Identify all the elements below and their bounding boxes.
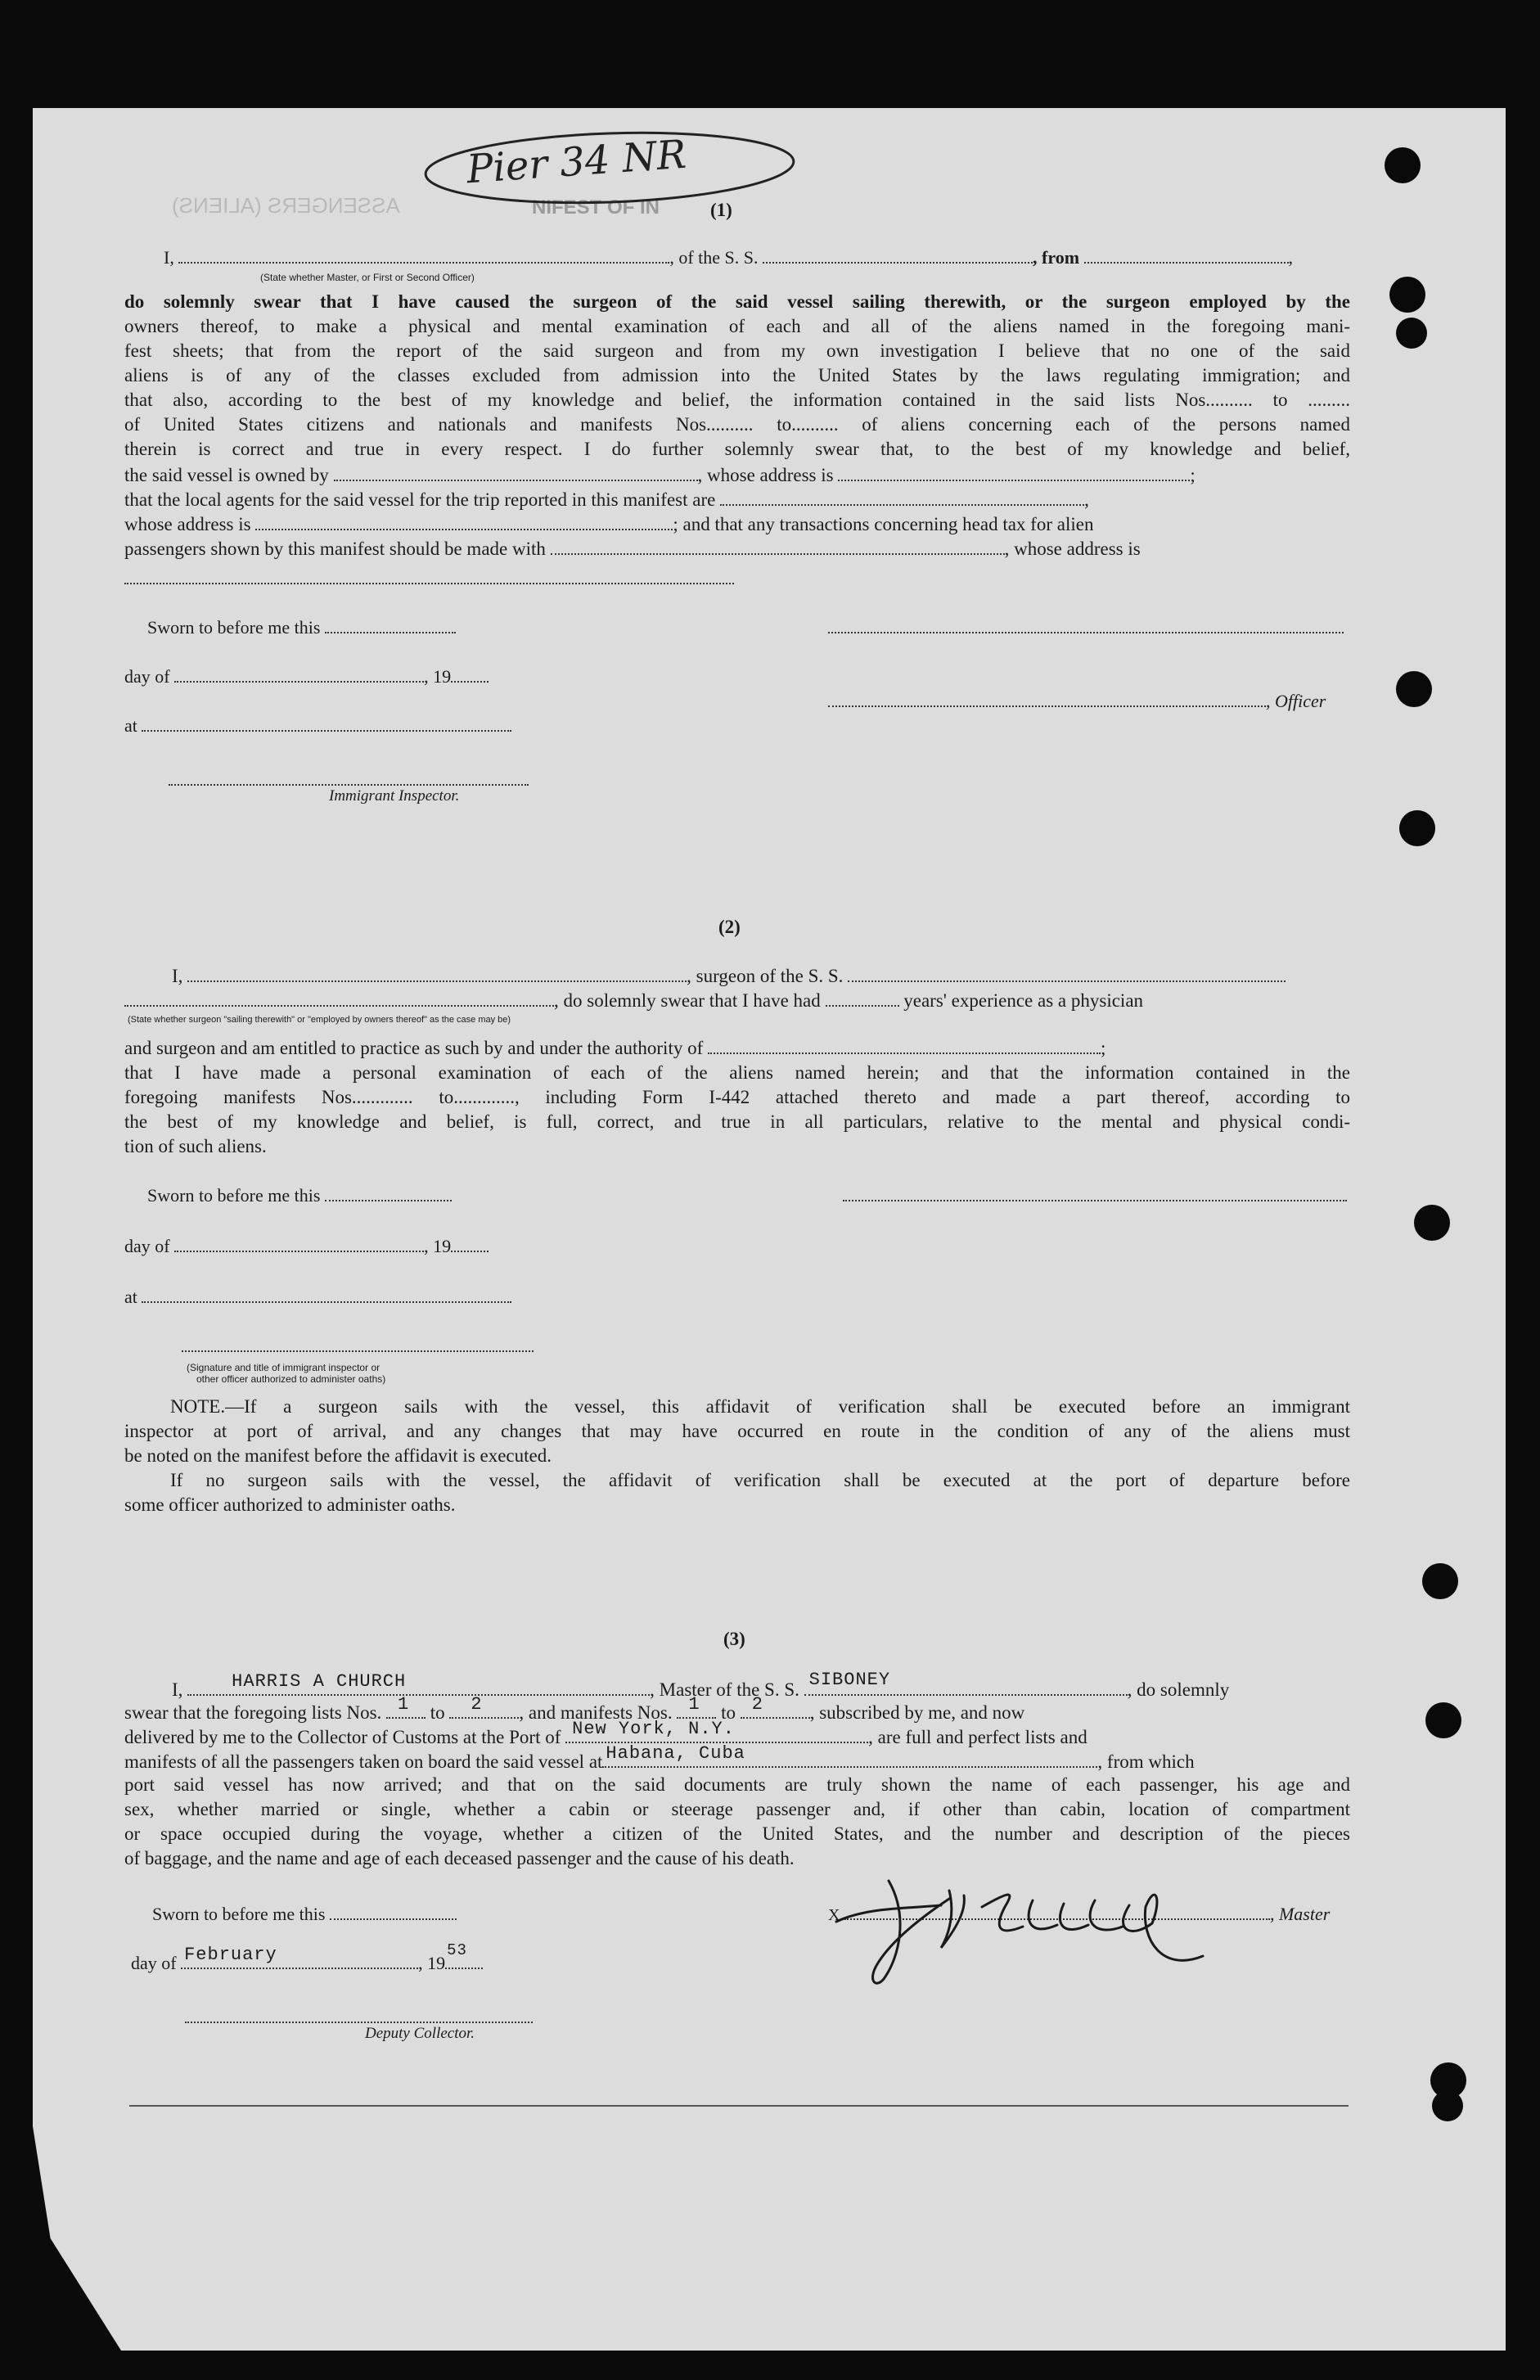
- authority-label: and surgeon and am entitled to practice as such by and under the authority of: [124, 1038, 704, 1058]
- to-label: to: [430, 1702, 445, 1723]
- to-label-2: to: [721, 1702, 736, 1723]
- s2-text-line: that I have made a personal examination of each of the aliens named herein; and that the information contained in the: [124, 1062, 1350, 1083]
- s2-line2: [124, 990, 1143, 1012]
- s1-line1: I, , of the S. S. , from ,: [164, 247, 1294, 268]
- punch-hole: [1425, 1702, 1461, 1738]
- master-signature: [818, 1858, 1244, 1997]
- punch-hole: [1399, 810, 1435, 846]
- s2-at-line: [124, 1287, 511, 1308]
- s1-text-line: aliens is of any of the classes excluded from admission into the United States by the laws regulating immigration; and: [124, 365, 1350, 385]
- punch-hole: [1396, 671, 1432, 707]
- s2-line1: [172, 966, 1286, 987]
- departure-port: Habana, Cuba: [606, 1743, 745, 1764]
- sworn-month: February: [184, 1945, 277, 1965]
- subscribed-text: , subscribed by me, and now: [809, 1702, 1025, 1723]
- lists-to: 2: [471, 1694, 483, 1715]
- full-perfect-text: , are full and perfect lists and: [868, 1727, 1087, 1747]
- s3-sworn-day-field: [330, 1904, 457, 1920]
- s2-day-of-label: day of: [124, 1236, 170, 1256]
- punch-hole: [1414, 1205, 1450, 1241]
- punch-hole: [1422, 1563, 1458, 1599]
- punch-hole: [1385, 147, 1421, 183]
- s2-text-line: the best of my knowledge and belief, is full, correct, and true in all particulars, relative to the mental and physical condi-: [124, 1111, 1350, 1132]
- s1-address-line: [124, 514, 1093, 535]
- note-line: If no surgeon sails with the vessel, the affidavit of verification shall be executed at the port of departure before: [170, 1470, 1350, 1490]
- s1-text-line: do solemnly swear that I have caused the surgeon of the said vessel sailing therewith, or the surgeon employed by the: [124, 291, 1350, 312]
- authority-field: [708, 1038, 1101, 1054]
- s3-text-line: port said vessel has now arrived; and that on the said documents are truly shown the name of each passenger, his age and: [124, 1774, 1350, 1795]
- deputy-collector-label: Deputy Collector.: [365, 2025, 475, 2042]
- s1-owned-line: the said vessel is owned by , whose address is ;: [124, 465, 1196, 485]
- s1-from-label: , from: [1033, 247, 1080, 268]
- s3-text-line: or space occupied during the voyage, whether a citizen of the United States, and the number and description of the pieces: [124, 1823, 1350, 1844]
- collector-signature-field: [185, 2007, 533, 2023]
- agents-label: that the local agents for the said vessel for the trip reported in this manifest are: [124, 489, 716, 510]
- punch-hole: [1396, 318, 1427, 349]
- port-label: delivered by me to the Collector of Customs at the Port of: [124, 1727, 561, 1747]
- s2-dayof-line: [124, 1236, 489, 1257]
- s2-sworn-label: Sworn to before me this: [147, 1185, 321, 1206]
- section-number-3: (3): [723, 1629, 745, 1649]
- officer-signature-field: [828, 617, 1344, 633]
- manifests-to: 2: [751, 1694, 763, 1715]
- s2-signature-caption: other officer authorized to administer oaths): [196, 1373, 386, 1385]
- owned-by-label: the said vessel is owned by: [124, 465, 329, 485]
- do-solemnly-label: , do solemnly: [1127, 1679, 1230, 1700]
- master-x-mark: X: [828, 1906, 840, 1924]
- officer-field: [828, 691, 1266, 707]
- s2-officer-signature-field: [182, 1336, 534, 1352]
- owner-address-field: [838, 465, 1190, 481]
- punch-hole: [1432, 2090, 1463, 2121]
- s3-line1: [172, 1670, 1230, 1701]
- s1-text-line: of United States citizens and nationals and manifests Nos.......... to.......... of aliens concerning each of the persons named: [124, 414, 1350, 435]
- note-line: NOTE.—If a surgeon sails with the vessel, this affidavit of verification shall be executed before an immigrant: [170, 1396, 1350, 1417]
- passengers-label: passengers shown by this manifest should be made with: [124, 539, 546, 559]
- s2-vessel-field: [848, 966, 1286, 982]
- year-label: , 19: [424, 666, 452, 687]
- s1-dayof-line: [124, 666, 489, 687]
- inspector-signature-field: [169, 769, 529, 786]
- agents-address-field: [255, 514, 673, 530]
- at-label: at: [124, 715, 137, 736]
- margin-note: Pier 34 NR: [465, 131, 688, 193]
- lists-nos-label: swear that the foregoing lists Nos.: [124, 1702, 382, 1723]
- s2-place-field: [142, 1287, 511, 1303]
- sworn-year: 53: [447, 1941, 467, 1959]
- master-name: HARRIS A CHURCH: [232, 1671, 407, 1692]
- owner-field: [334, 465, 698, 481]
- agents-field: [720, 489, 1084, 506]
- s1-at-line: [124, 715, 511, 737]
- s2-year-field: [451, 1236, 489, 1252]
- s1-text-line: therein is correct and true in every respect. I do further solemnly swear that, to the best of my knowledge and belief,: [124, 439, 1350, 459]
- note-line: some officer authorized to administer oaths.: [124, 1494, 456, 1515]
- s1-agents-line: that the local agents for the said vessel for the trip reported in this manifest are ,: [124, 489, 1089, 510]
- s2-line3: and surgeon and am entitled to practice as such by and under the authority of ;: [124, 1038, 1106, 1058]
- whose-address-label: , whose address is: [697, 465, 834, 485]
- place-field: [142, 715, 511, 732]
- s2-sworn-line: [147, 1185, 452, 1206]
- s3-year-label: , 19: [418, 1953, 446, 1973]
- s2-text-line: tion of such aliens.: [124, 1136, 267, 1156]
- s2-i-label: I,: [172, 966, 183, 986]
- vessel-name: SIBONEY: [808, 1670, 891, 1690]
- manifests-nos-label: , and manifests Nos.: [519, 1702, 673, 1723]
- day-of-label: day of: [124, 666, 170, 687]
- s1-officer-line: [828, 691, 1326, 712]
- s3-sworn-label: Sworn to before me this: [152, 1904, 326, 1924]
- year-field: [451, 666, 489, 683]
- s3-text-line: sex, whether married or single, whether a cabin or steerage passenger and, if other than cabin, location of compartment: [124, 1799, 1350, 1819]
- s2-sworn-day-field: [325, 1185, 452, 1201]
- bleed-through-text: NIFEST OF IN: [532, 196, 660, 219]
- punch-hole: [1389, 277, 1425, 313]
- sworn-day-field: [325, 617, 456, 633]
- s1-text-line: fest sheets; that from the report of the said surgeon and from my own investigation I believe that no one of the said: [124, 340, 1350, 361]
- surgeon-name-field: [187, 966, 687, 982]
- sworn-label: Sworn to before me this: [147, 617, 321, 638]
- s1-of-ss-label: , of the S. S.: [669, 247, 759, 268]
- from-which-text: , from which: [1097, 1751, 1195, 1772]
- head-tax-party-field: [551, 539, 1005, 555]
- from-field: [1084, 247, 1289, 264]
- s3-sworn-line: [152, 1904, 457, 1925]
- years-field: [826, 990, 899, 1007]
- master-label: , Master: [1269, 1904, 1331, 1924]
- s3-dayof-line: [131, 1941, 483, 1974]
- s2-signature-field: [843, 1185, 1347, 1201]
- month-field: [174, 666, 424, 683]
- note-line: inspector at port of arrival, and any changes that may have occurred en route in the condition of any of the aliens must: [124, 1421, 1350, 1441]
- s2-caption: (State whether surgeon "sailing therewith" or "employed by owners thereof" as the case may be): [128, 1015, 511, 1025]
- bleed-through-text: ASSENGERS (ALIENS): [172, 193, 400, 218]
- s3-day-of-label: day of: [131, 1953, 177, 1973]
- lists-from: 1: [398, 1694, 410, 1715]
- manifests-from: 1: [688, 1694, 700, 1715]
- surgeon-of-label: , surgeon of the S. S.: [687, 966, 844, 986]
- s2-year-label: , 19: [424, 1236, 452, 1256]
- head-tax-text: ; and that any transactions concerning head tax for alien: [673, 514, 1094, 534]
- s3-line4: [124, 1743, 1195, 1773]
- s2-text-line: foregoing manifests Nos............. to............., including Form I-442 attached thereto and made a part thereof, according to: [124, 1087, 1350, 1107]
- physician-text: years' experience as a physician: [903, 990, 1144, 1011]
- bottom-rule: [129, 2105, 1349, 2107]
- note-line: be noted on the manifest before the affidavit is executed.: [124, 1445, 552, 1466]
- taken-on-board-label: manifests of all the passengers taken on board the said vessel at: [124, 1751, 603, 1772]
- s1-caption: (State whether Master, or First or Second Officer): [260, 272, 475, 283]
- agents-address-label: whose address is: [124, 514, 251, 534]
- head-tax-address-field: [124, 568, 734, 584]
- officer-rank-field: [178, 247, 669, 264]
- section-number-1: (1): [710, 200, 732, 220]
- master-of-label: , Master of the S. S.: [650, 1679, 799, 1700]
- section-number-2: (2): [718, 917, 741, 937]
- s1-sworn-line: [147, 617, 456, 638]
- s3-i-label: I,: [172, 1679, 183, 1700]
- s2-month-field: [174, 1236, 424, 1252]
- years-experience-text: , do solemnly swear that I have had: [554, 990, 821, 1011]
- officer-label: , Officer: [1266, 691, 1326, 711]
- surgeon-status-field: [124, 990, 554, 1007]
- s1-passengers-line: [124, 539, 1141, 560]
- s1-text-line: that also, according to the best of my knowledge and belief, the information contained in the said lists Nos.......... to .........: [124, 390, 1350, 410]
- s2-signature-caption: (Signature and title of immigrant inspector or: [187, 1362, 380, 1373]
- arrival-port: New York, N.Y.: [572, 1719, 735, 1739]
- s2-at-label: at: [124, 1287, 137, 1307]
- s3-text-line: of baggage, and the name and age of each deceased passenger and the cause of his death.: [124, 1848, 795, 1868]
- whose-address-label-2: , whose address is: [1004, 539, 1141, 559]
- s1-text-line: owners thereof, to make a physical and mental examination of each and all of the aliens named in the foregoing mani-: [124, 316, 1350, 336]
- vessel-field: [763, 247, 1033, 264]
- inspector-label: Immigrant Inspector.: [329, 787, 460, 805]
- s1-i-label: I,: [164, 247, 174, 268]
